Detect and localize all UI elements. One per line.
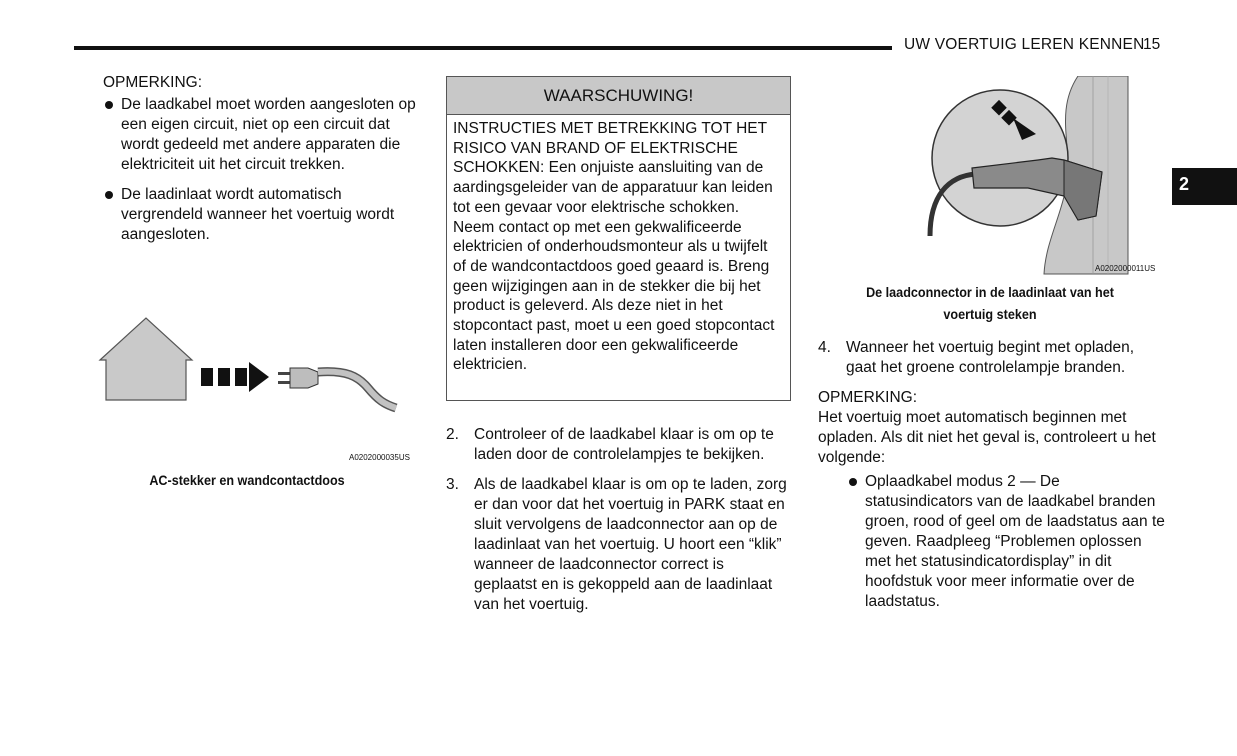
warning-text: Een onjuiste aansluiting van de aardingsgeleider van de apparatuur kan leiden tot een gevaar voor elektrische schokken. Neem contact op met een gekwalificeerde elektricien of onderhoudsmonteur als u twijfelt of de wandcontactdoos goed geaard is. Breng geen wijzigingen aan in de stekker die bij het product is geleverd. Als deze niet in het stopcontact past, moet u een goed stopcontact laten installeren door een gekwalificeerde elektricien. bbox=[453, 159, 775, 374]
note-list bbox=[103, 95, 423, 245]
caption-line: voertuig steken bbox=[943, 306, 1037, 322]
warning-body bbox=[447, 115, 790, 375]
step-text: Als de laadkabel klaar is om op te laden, zorg er dan voor dat het voertuig in PARK staat en sluit vervolgens de laadconnector aan op de laadinlaat van het voertuig. U hoort een “klik” wanneer de laadconnector correct is geplaatst en is gekoppeld aan de laadinlaat van het voertuig. bbox=[474, 476, 787, 613]
step-item bbox=[818, 338, 1168, 378]
warning-lead: INSTRUCTIES MET BETREKKING TOT HET RISICO VAN BRAND OF ELEKTRISCHE SCHOKKEN: bbox=[453, 120, 767, 177]
figure-code: A0202000011US bbox=[1095, 264, 1156, 273]
note-text: Het voertuig moet automatisch beginnen met opladen. Als dit niet het geval is, controleert u het volgende: bbox=[818, 409, 1156, 466]
right-column bbox=[818, 338, 1168, 622]
step-item bbox=[446, 425, 791, 465]
step-list bbox=[818, 338, 1168, 378]
list-item: De laadkabel moet worden aangesloten op een eigen circuit, niet op een circuit dat wordt gedeeld met andere apparaten die elektriciteit uit het circuit trekken. bbox=[103, 95, 423, 175]
figure-caption bbox=[851, 281, 1130, 325]
ac-plug-icon bbox=[278, 368, 396, 408]
step-number: 3. bbox=[446, 476, 459, 493]
step-item bbox=[446, 475, 791, 615]
list-item: Oplaadkabel modus 2 — De statusindicators van de laadkabel branden groen, rood of geel om de laadstatus aan te geven. Raadpleeg “Problemen oplossen met het statusindicatordisplay” in dit hoofdstuk voor meer informatie over de laadstatus. bbox=[847, 472, 1168, 612]
chapter-tab: 2 bbox=[1172, 168, 1237, 205]
page-number: 15 bbox=[1143, 36, 1161, 53]
step-text: Wanneer het voertuig begint met opladen, gaat het groene controlelampje branden. bbox=[846, 339, 1135, 376]
list-item: De laadinlaat wordt automatisch vergrendeld wanneer het voertuig wordt aangesloten. bbox=[103, 185, 423, 245]
figure-caption: AC-stekker en wandcontactdoos bbox=[149, 472, 345, 488]
arrow-right-icon bbox=[201, 362, 269, 392]
warning-title: WAARSCHUWING! bbox=[447, 77, 790, 115]
left-column bbox=[103, 74, 423, 255]
middle-steps bbox=[446, 425, 791, 625]
charge-connector-figure bbox=[918, 76, 1130, 276]
section-title: UW VOERTUIG LEREN KENNEN bbox=[904, 36, 1145, 53]
step-number: 4. bbox=[818, 339, 831, 356]
house-icon bbox=[100, 318, 192, 400]
caption-line: De laadconnector in de laadinlaat van het bbox=[866, 284, 1114, 300]
step-list bbox=[446, 425, 791, 615]
header-rule bbox=[74, 46, 892, 50]
warning-box bbox=[446, 76, 791, 401]
note-title: OPMERKING: bbox=[818, 389, 918, 406]
figure-code: A0202000035US bbox=[349, 453, 410, 462]
note-title: OPMERKING: bbox=[103, 74, 203, 91]
step-number: 2. bbox=[446, 426, 459, 443]
ac-plug-figure bbox=[96, 312, 416, 462]
step-text: Controleer of de laadkabel klaar is om op te laden door de controlelampjes te bekijken. bbox=[474, 426, 774, 463]
note-list bbox=[818, 472, 1168, 612]
